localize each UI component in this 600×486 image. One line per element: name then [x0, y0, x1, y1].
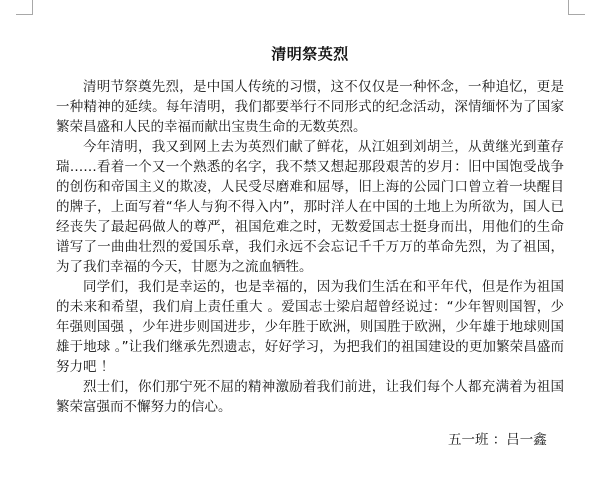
author-signature: 五一班 ：吕一鑫 [448, 432, 547, 448]
paragraph-call-to-action: 同学们，我们是幸运的，也是幸福的，因为我们生活在和平年代，但是作为祖国的未来和希望，我们肩上责任重大 。爱国志士梁启超曾经说过：“少年智则国智，少年强则国强 ，少年进步则国进步，少年胜于欧洲，则国胜于欧洲，少年雄于地球则国雄于地球 。”让我们继承先烈遗志，好好学习，为把我们的祖国建设的更加繁荣昌盛而努力吧 ！ [56, 279, 564, 375]
crop-mark-top-right [568, 0, 585, 15]
paragraph-memory: 今年清明，我又到网上去为英烈们献了鲜花，从江姐到刘胡兰，从黄继光到董存瑞……看着一个又一个熟悉的名字，我不禁又想起那段艰苦的岁月：旧中国饱受战争的创伤和帝国主义的欺凌，人民受尽磨难和屈辱，旧上海的公园门口曾立着一块醒目的牌子，上面写着“华人与狗不得入内”，那时洋人在中国的土地上为所欲为，国人已经丧失了最起码做人的尊严，祖国危难之时，无数爱国志士挺身而出，用他们的生命谱写了一曲曲壮烈的爱国乐章，我们永远不会忘记千千万万的革命先烈，为了祖国，为了我们幸福的今天，甘愿为之流血牺牲。 [56, 139, 564, 275]
crop-mark-top-left [16, 0, 33, 15]
document-title: 清明祭英烈 [271, 45, 349, 63]
paragraph-closing: 烈士们，你们那宁死不屈的精神激励着我们前进，让我们每个人都充满着为祖国繁荣富强而不懈努力的信心。 [56, 379, 564, 415]
paragraph-intro: 清明节祭奠先烈，是中国人传统的习惯，这不仅仅是一种怀念，一种追忆，更是一种精神的延续。每年清明，我们都要举行不同形式的纪念活动，深情缅怀为了国家繁荣昌盛和人民的幸福而献出宝贵生命的无数英烈。 [56, 79, 564, 135]
document-content [56, 42, 564, 417]
